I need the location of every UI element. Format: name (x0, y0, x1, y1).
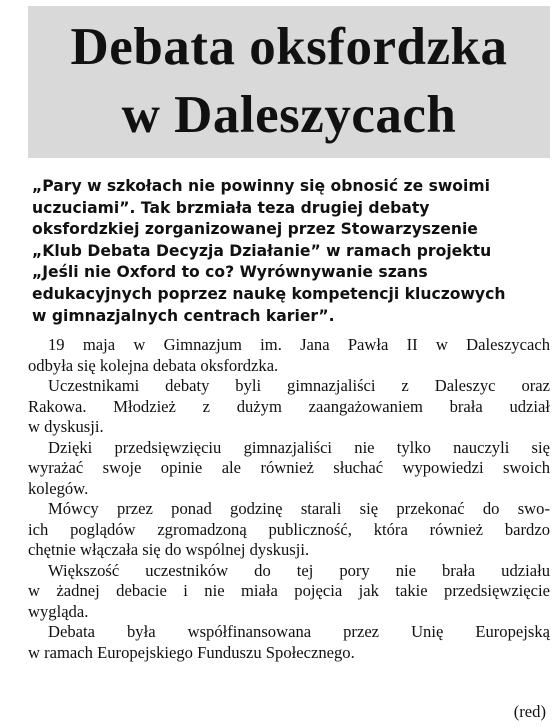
text-line: w dyskusji. (28, 417, 104, 436)
paragraph (28, 438, 550, 500)
lead-line: edukacyjnych poprzez naukę kompetencji kluczowych (32, 284, 506, 303)
lead-line: uczuciami”. Tak brzmiała teza drugiej debaty (32, 198, 430, 217)
paragraph (28, 335, 550, 376)
text-line: Debata była współfinansowana przez Unię Europejską (48, 622, 550, 641)
article-body (28, 335, 550, 663)
text-line: w ramach Europejskiego Funduszu Społecznego. (28, 642, 355, 662)
paragraph (28, 499, 550, 561)
paragraph (28, 376, 550, 438)
text-line: wyrażać swoje opinie ale również słuchać wypowiedzi swoich (28, 458, 550, 477)
text-line: Mówcy przez ponad godzinę starali się przekonać do swo- (48, 499, 550, 518)
lead-line: w gimnazjalnych centrach karier”. (32, 306, 335, 325)
text-line: kolegów. (28, 478, 89, 498)
text-line: wygląda. (28, 601, 89, 621)
text-line: ich poglądów zgromadzoną publiczność, która również bardzo (28, 519, 550, 539)
text-line: odbyła się kolejna debata oksfordzka. (28, 355, 279, 375)
text-line: Uczestnikami debaty byli gimnazjaliści z Daleszyc oraz (48, 376, 550, 395)
text-line: Rakowa. Młodzież z dużym zaangażowaniem brała udział (28, 396, 550, 416)
paragraph (28, 622, 550, 663)
article-lead (32, 176, 548, 327)
title-banner (28, 6, 550, 158)
article-title-line-2: w Daleszycach (121, 86, 457, 144)
text-line: Dzięki przedsięwzięciu gimnazjaliści nie tylko nauczyli się (48, 437, 550, 457)
lead-line: „Pary w szkołach nie powinny się obnosić ze swoimi (32, 177, 490, 195)
lead-line: oksfordzkiej zorganizowanej przez Stowarzyszenie (32, 220, 478, 239)
text-line: w żadnej debacie i nie miała pojęcia jak takie przedsięwzięcie (28, 581, 550, 600)
paragraph (28, 561, 550, 623)
text-line: 19 maja w Gimnazjum im. Jana Pawła II w Daleszycach (48, 335, 550, 354)
text-line: Większość uczestników do tej pory nie brała udziału (48, 560, 550, 580)
author-signature: (red) (513, 702, 546, 721)
text-line: chętnie włączała się do wspólnej dyskusji. (28, 540, 310, 559)
lead-line: „Jeśli nie Oxford to co? Wyrównywanie szans (32, 263, 428, 282)
article-title-line-1: Debata oksfordzka (70, 18, 508, 76)
lead-line: „Klub Debata Decyzja Działanie” w ramach projektu (32, 241, 492, 260)
